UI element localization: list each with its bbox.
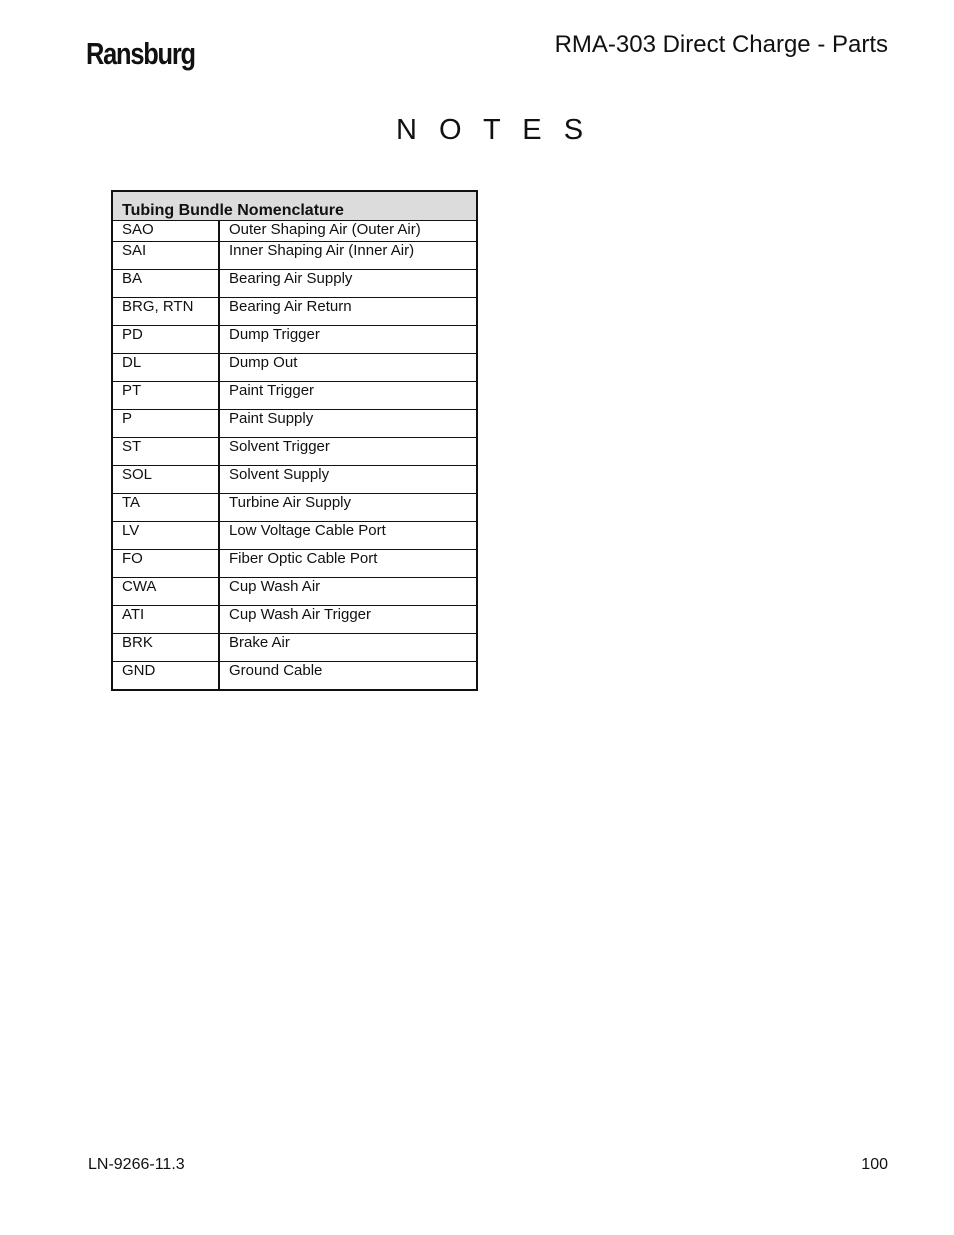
abbr-cell: PT — [112, 382, 219, 410]
abbr-cell: BRG, RTN — [112, 298, 219, 326]
description-cell: Paint Supply — [219, 410, 477, 438]
abbr-cell: SOL — [112, 466, 219, 494]
table-row — [112, 382, 477, 410]
abbr-cell: P — [112, 410, 219, 438]
table-row — [112, 550, 477, 578]
description-cell: Inner Shaping Air (Inner Air) — [219, 242, 477, 270]
document-title: RMA-303 Direct Charge - Parts — [554, 31, 888, 58]
description-cell: Bearing Air Return — [219, 298, 477, 326]
abbr-cell: GND — [112, 662, 219, 691]
table-row — [112, 298, 477, 326]
page-number: 100 — [861, 1156, 888, 1173]
table-row — [112, 221, 477, 242]
description-cell: Outer Shaping Air (Outer Air) — [219, 221, 477, 242]
table-row — [112, 270, 477, 298]
nomenclature-table — [111, 190, 478, 691]
table-row — [112, 494, 477, 522]
table-row — [112, 326, 477, 354]
abbr-cell: SAI — [112, 242, 219, 270]
table-row — [112, 634, 477, 662]
document-number: LN-9266-11.3 — [88, 1156, 185, 1173]
table-caption: Tubing Bundle Nomenclature — [112, 191, 477, 221]
abbr-cell: CWA — [112, 578, 219, 606]
abbr-cell: PD — [112, 326, 219, 354]
table-row — [112, 410, 477, 438]
table-row — [112, 242, 477, 270]
table-row — [112, 466, 477, 494]
description-cell: Paint Trigger — [219, 382, 477, 410]
brand-logo: Ransburg — [86, 36, 195, 71]
description-cell: Brake Air — [219, 634, 477, 662]
description-cell: Cup Wash Air Trigger — [219, 606, 477, 634]
table-row — [112, 354, 477, 382]
abbr-cell: BRK — [112, 634, 219, 662]
description-cell: Solvent Trigger — [219, 438, 477, 466]
abbr-cell: ATI — [112, 606, 219, 634]
table-row — [112, 578, 477, 606]
table-row — [112, 662, 477, 691]
description-cell: Low Voltage Cable Port — [219, 522, 477, 550]
abbr-cell: TA — [112, 494, 219, 522]
abbr-cell: BA — [112, 270, 219, 298]
description-cell: Cup Wash Air — [219, 578, 477, 606]
abbr-cell: LV — [112, 522, 219, 550]
description-cell: Dump Trigger — [219, 326, 477, 354]
page-heading: N O T E S — [395, 114, 591, 146]
table-row — [112, 438, 477, 466]
description-cell: Bearing Air Supply — [219, 270, 477, 298]
description-cell: Solvent Supply — [219, 466, 477, 494]
abbr-cell: SAO — [112, 221, 219, 242]
table-body — [112, 221, 477, 691]
table-row — [112, 606, 477, 634]
abbr-cell: FO — [112, 550, 219, 578]
abbr-cell: DL — [112, 354, 219, 382]
description-cell: Dump Out — [219, 354, 477, 382]
table-row — [112, 522, 477, 550]
description-cell: Ground Cable — [219, 662, 477, 691]
description-cell: Fiber Optic Cable Port — [219, 550, 477, 578]
abbr-cell: ST — [112, 438, 219, 466]
description-cell: Turbine Air Supply — [219, 494, 477, 522]
